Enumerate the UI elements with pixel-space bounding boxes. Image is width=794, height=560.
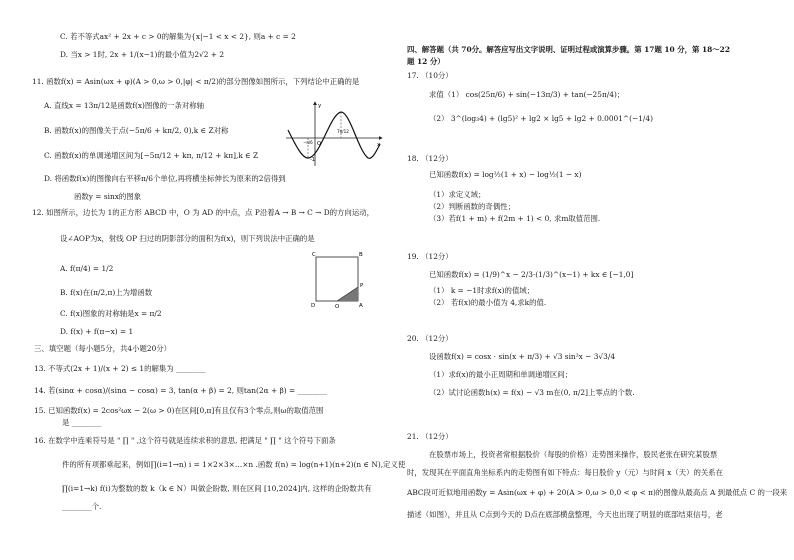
label-b: B (359, 252, 363, 258)
x-tick-label: 7π/12 (337, 129, 349, 134)
right-column (397, 0, 794, 560)
q12-stem: 12. 如图所示，边长为 1的正方形 ABCD 中，O 为 AD 的中点，点 P沿着A → B → C → D的方向运动， (32, 208, 374, 217)
q20-stem: 设函数f(x) = cosx · sin(x + π/3) + √3 sin²x − 3√3/4 (429, 352, 616, 361)
q21-line1: 在股票市场上，投资者常根据股价（每股的价格）走势图来操作，股民老张在研究某股票 (429, 450, 718, 459)
q18-stem: 已知函数f(x) = log½(1 + x) − log½(1 − x) (429, 170, 582, 179)
section-4-header: 四、解答题（共 70分。解答应写出文字说明、证明过程或演算步骤。第 17题 10 分，第 18～22 (407, 45, 730, 54)
q20-label: 20. （12分） (407, 334, 453, 343)
q21-line3: ABC段可近似地用函数y = Asin(ωx + φ) + 20(A > 0,ω > 0,0 < φ < π)的图像从最高点 A 到最低点 C 的一段来 (407, 488, 788, 497)
q14: 14. 若(sinα + cosα)/(sinα − cosα) = 3, tan(α + β) = 2, 则tan(2α + β) = ________ (34, 386, 328, 395)
q13: 13. 不等式(2x + 1)/(x + 2) ≤ 1的解集为 ________ (34, 364, 206, 373)
q19-part2: （2） 若f(x)的最小值为 4,求k的值. (429, 298, 547, 307)
q16: 16. 在数学中连乘符号是 " ∏ " ,这个符号就是连续求积的意思, 把满足 " ∏ " 这个符号下面条 (34, 436, 336, 445)
y-axis-label: y (318, 103, 322, 109)
q19-stem: 已知函数f(x) = (1/9)^x − 2/3·(1/3)^(x−1) + kx ∈ [−1,0] (429, 270, 634, 279)
q10-option-c: C. 若不等式ax² + 2x + c > 0的解集为{x|−1 < x < 2}, 则a + c = 2 (60, 32, 296, 41)
q17-part2: （2） 3^(log₃4) + (lg5)² + lg2 × lg5 + lg2 + 0.0001^(−1/4) (429, 114, 653, 123)
q18-part1: （1）求定义域； (429, 190, 486, 199)
q11-stem: 11. 函数f(x) = Asin(ωx + φ)(A > 0,ω > 0,|φ| < π/2)的部分图像如图所示，下列结论中正确的是 (32, 77, 360, 86)
q16-line2: 件的所有项都乘起来，例如∏(i=1→n) i = 1×2×3×…×n .函数 f(n) = log(n+1)(n+2)(n ∈ N),定义使 (62, 460, 406, 469)
q12-square-figure (306, 247, 370, 311)
q10-option-d: D. 当x > 1时, 2x + 1/(x−1)的最小值为2√2 + 2 (60, 50, 225, 59)
q15: 15. 已知函数f(x) = 2cos²ωx − 2(ω > 0)在区间[0,π]有且仅有3个零点,则ω的取值范围 (34, 406, 324, 415)
q16-line4: ________个. (62, 502, 102, 511)
section-3-header: 三、填空题（每小题5分，共4小题20分） (34, 344, 172, 353)
q12-option-a: A. f(π/4) = 1/2 (60, 264, 114, 273)
sine-curve (288, 112, 380, 158)
q18-part3: （3）若f(1 + m) + f(2m + 1) < 0, 求m取值范围. (429, 214, 601, 223)
q12-option-d: D. f(x) + f(π−x) = 1 (60, 327, 134, 336)
q20-part2: （2）试讨论函数h(x) = f(x) − √3 m在(0, π/2]上零点的个数. (429, 388, 635, 397)
q16-line3: ∏(i=1→k) f(i)为整数的数 k（k ∈ N）叫做企盼数, 则在区间 [10,2024]内, 这样的企盼数共有 (62, 484, 372, 493)
label-o: O (335, 304, 340, 310)
q18-part2: （2）判断函数的奇偶性； (429, 202, 516, 211)
q11-sine-graph (284, 100, 384, 168)
q21-line4: 描述（如图），并且从 C点到今天的 D点在底部横盘整理，今天也出现了明显的底部结束信号，老 (407, 510, 723, 519)
x-tick-label-left: −π/6 (303, 140, 313, 145)
q21-line2: 时，发现其在平面直角坐标系内的走势图有如下特点：每日股价 y（元）与时间 x（天）的关系在 (407, 468, 724, 477)
q12-option-b: B. f(x)在(π/2,π)上为增函数 (60, 288, 153, 297)
q17-part1: 求值（1） cos(25π/6) + sin(−13π/3) + tan(−25π/4)； (429, 90, 625, 99)
q11-option-d: D. 将函数f(x)的图像向右平移π/6个单位,再将横坐标伸长为原来的2倍得到 (44, 174, 286, 183)
q11-option-d-cont: 函数y = sinx的图象 (74, 192, 142, 201)
q19-part1: （1） k = −1时求f(x)的值域； (429, 286, 535, 295)
x-axis-label: x (377, 142, 381, 148)
q11-option-b: B. 函数f(x)的图像关于点(−5π/6 + kπ/2, 0),k ∈ Z对称 (44, 126, 229, 135)
q12-stem-cont: 设∠AOP为x，射线 OP 扫过的阴影部分的面积为f(x)，则下列说法中正确的是 (60, 234, 315, 243)
q18-label: 18. （12分） (407, 154, 453, 163)
q19-label: 19. （12分） (407, 252, 453, 261)
origin-label: O (317, 141, 321, 147)
q15-cont: 是 ________ (62, 418, 102, 427)
q11-option-c: C. 函数f(x)的单调递增区间为[−5π/12 + kπ, π/12 + kπ],k ∈ Z (44, 151, 259, 160)
label-c: C (312, 252, 316, 258)
q21-label: 21. （12分） (407, 432, 453, 441)
section-4-header-cont: 题 12 分） (407, 57, 445, 66)
q11-option-a: A. 直线x = 13π/12是函数f(x)图像的一条对称轴 (44, 101, 205, 110)
label-p: P (360, 283, 364, 289)
q20-part1: （1）求f(x)的最小正周期和单调递增区间； (429, 370, 573, 379)
y-tick-label: -1 (310, 157, 315, 163)
label-d: D (311, 303, 316, 309)
q12-option-c: C. f(x)图象的对称轴是x = π/2 (60, 309, 162, 318)
q17-label: 17. （10分） (407, 71, 453, 80)
label-a: A (359, 303, 363, 309)
